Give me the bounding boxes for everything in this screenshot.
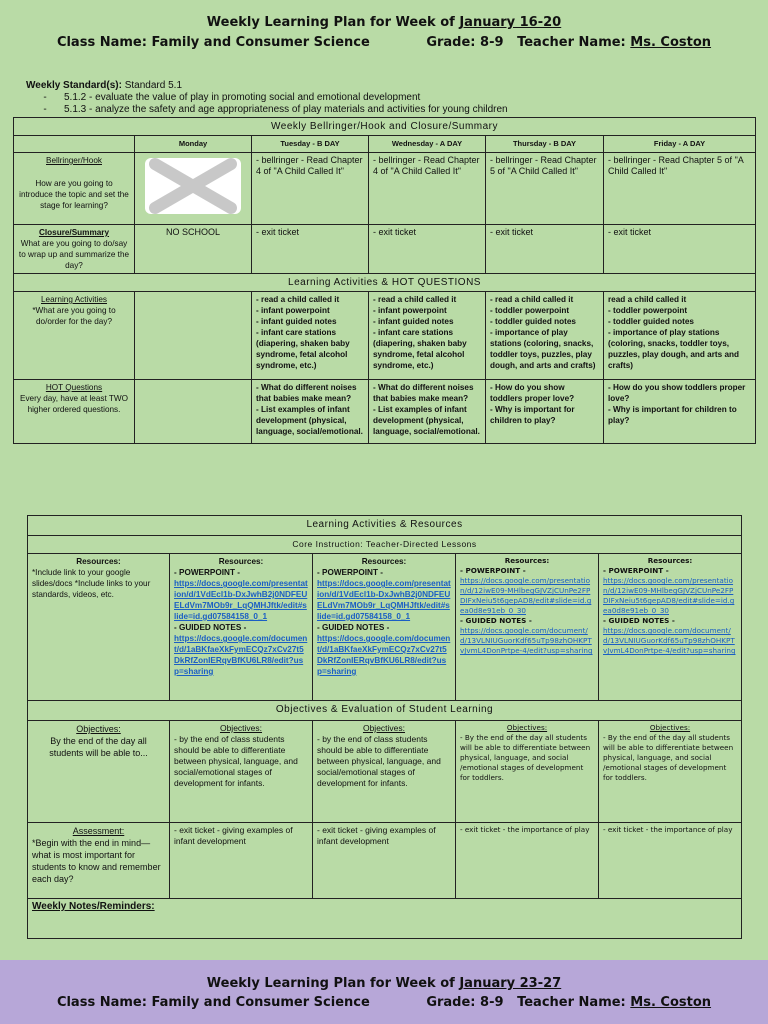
bellringer-cell: - bellringer - Read Chapter 5 of "A Child Called It" bbox=[486, 153, 604, 225]
assessment-title: Assessment: bbox=[72, 826, 125, 836]
activity-item: - infant care stations (diapering, shaken baby syndrome, fetal alcohol syndrome, etc.) bbox=[256, 328, 350, 370]
objective-text: - By the end of the day all students will be able to differentiate between physical, language, and social /emotional stages of development for toddlers. bbox=[603, 733, 734, 782]
guided-notes-label: - GUIDED NOTES - bbox=[460, 616, 532, 625]
activities-title: Learning Activities bbox=[41, 295, 107, 304]
no-school-cell: NO SCHOOL bbox=[135, 225, 252, 274]
resources-header: Resources: bbox=[218, 557, 264, 566]
activity-item: - toddler guided notes bbox=[608, 317, 694, 326]
guided-notes-link[interactable]: https://docs.google.com/document/d/1aBKfaeXkFymECQz7xCv27t5DkRfZonIERqvBfKU6LR8/edit?usp=sharing bbox=[317, 634, 451, 676]
resources-header: Resources: bbox=[647, 556, 693, 565]
day-header: Monday bbox=[135, 136, 252, 153]
bellringer-desc: How are you going to introduce the topic and set the stage for learning? bbox=[19, 179, 129, 210]
guided-notes-link[interactable]: https://docs.google.com/document/d/13VLNIUGuorKdf65uTp98zhOHKPTvJvmL4DonPrtpe-4/edit?usp=sharing bbox=[603, 626, 736, 655]
resources-cell bbox=[313, 554, 456, 701]
week2-class-info bbox=[0, 993, 768, 1013]
week-dates: January 16-20 bbox=[459, 15, 562, 30]
guided-notes-label: - GUIDED NOTES - bbox=[174, 623, 247, 632]
objectives-desc: By the end of the day all students will be able to... bbox=[49, 736, 148, 758]
objectives-cell bbox=[313, 721, 456, 823]
bellringer-label bbox=[14, 153, 135, 225]
closure-title: Closure/Summary bbox=[38, 228, 110, 237]
band-resources: Learning Activities & Resources bbox=[28, 516, 742, 536]
activity-item: - read a child called it bbox=[256, 295, 340, 304]
resources-desc: *Include link to your google slides/docs *Include links to your standards, videos, etc. bbox=[32, 568, 151, 599]
activities-desc: *What are you going to do/order for the day? bbox=[32, 306, 116, 326]
resources-cell bbox=[599, 554, 742, 701]
bellringer-cell: - bellringer - Read Chapter 5 of "A Child Called It" bbox=[604, 153, 756, 225]
hot-cell bbox=[252, 380, 369, 444]
assessment-cell: - exit ticket - giving examples of infant development bbox=[170, 823, 313, 899]
powerpoint-label: - POWERPOINT - bbox=[460, 566, 526, 575]
week2-title bbox=[0, 974, 768, 994]
standard-item-text: 5.1.2 - evaluate the value of play in promoting social and emotional development bbox=[64, 92, 421, 103]
standards-label: Weekly Standard(s): bbox=[26, 80, 122, 91]
assessment-desc: *Begin with the end in mind—what is most important for students to know and remember each day? bbox=[32, 838, 161, 884]
bellringer-title: Bellringer/Hook bbox=[46, 156, 102, 165]
activity-item: - toddler powerpoint bbox=[490, 306, 570, 315]
objectives-header: Objectives: bbox=[506, 723, 548, 732]
objective-text: - By the end of the day all students will be able to differentiate between physical, language, and social /emotional stages of development for toddlers. bbox=[460, 733, 591, 782]
activity-item: - infant care stations (diapering, shaken baby syndrome, fetal alcohol syndrome, etc.) bbox=[373, 328, 467, 370]
week2-class-name: Class Name: Family and Consumer Science bbox=[56, 995, 370, 1010]
resources-objectives-table bbox=[27, 515, 742, 939]
week2-title-prefix: Weekly Learning Plan for Week of bbox=[206, 976, 455, 991]
objectives-cell bbox=[456, 721, 599, 823]
guided-notes-link[interactable]: https://docs.google.com/document/d/1aBKfaeXkFymECQz7xCv27t5DkRfZonIERqvBfKU6LR8/edit?usp=sharing bbox=[174, 634, 308, 676]
activity-item: - infant powerpoint bbox=[373, 306, 447, 315]
objectives-header: Objectives: bbox=[649, 723, 691, 732]
objectives-cell bbox=[170, 721, 313, 823]
activity-item: - infant powerpoint bbox=[256, 306, 330, 315]
powerpoint-link[interactable]: https://docs.google.com/presentation/d/1VdEcl1b-DxJwhB2j0NDFEUELdVm7MOb9r_LqQMHJftk/edit#slide=id.gd07584158_0_1 bbox=[317, 579, 451, 621]
activities-cell bbox=[486, 292, 604, 380]
objectives-title: Objectives: bbox=[76, 724, 121, 734]
activity-item: - importance of play stations (coloring, snacks, toddler toys, puzzles, play dough, and arts and crafts) bbox=[490, 328, 596, 370]
objective-text: - by the end of class students should be able to differentiate between physical, language, and social/emotional stages of development for infants. bbox=[174, 734, 298, 788]
objectives-header: Objectives: bbox=[219, 723, 263, 733]
guided-notes-link[interactable]: https://docs.google.com/document/d/13VLNIUGuorKdf65uTp98zhOHKPTvJvmL4DonPrtpe-4/edit?usp=sharing bbox=[460, 626, 593, 655]
hot-label bbox=[14, 380, 135, 444]
powerpoint-label: - POWERPOINT - bbox=[603, 566, 669, 575]
hot-cell bbox=[486, 380, 604, 444]
activities-cell bbox=[369, 292, 486, 380]
resources-cell bbox=[170, 554, 313, 701]
guided-notes-label: - GUIDED NOTES - bbox=[603, 616, 675, 625]
powerpoint-link[interactable]: https://docs.google.com/presentation/d/12iwE09-MHlbegGJVZjCUnPe2FPDIFxNeiu5t6gepAD8/edit#slide=id.gea0d8e91eb_0_30 bbox=[603, 576, 735, 615]
day-header: Tuesday - B DAY bbox=[252, 136, 369, 153]
hot-cell bbox=[604, 380, 756, 444]
assessment-cell: - exit ticket - giving examples of infant development bbox=[313, 823, 456, 899]
activity-item: - infant guided notes bbox=[256, 317, 337, 326]
assessment-cell: - exit ticket - the importance of play bbox=[599, 823, 742, 899]
band-bellringer: Weekly Bellringer/Hook and Closure/Summary bbox=[14, 118, 756, 136]
activities-label bbox=[14, 292, 135, 380]
powerpoint-label: - POWERPOINT - bbox=[317, 568, 383, 577]
closure-cell: - exit ticket bbox=[486, 225, 604, 274]
hot-item: - Why is important for children to play? bbox=[608, 405, 737, 425]
day-header: Wednesday - A DAY bbox=[369, 136, 486, 153]
grade: Grade: 8-9 bbox=[426, 35, 504, 50]
standard-item: - 5.1.2 - evaluate the value of play in promoting social and emotional development bbox=[43, 92, 421, 103]
activity-item: - toddler guided notes bbox=[490, 317, 576, 326]
powerpoint-link[interactable]: https://docs.google.com/presentation/d/1VdEcl1b-DxJwhB2j0NDFEUELdVm7MOb9r_LqQMHJftk/edit#slide=id.gd07584158_0_1 bbox=[174, 579, 308, 621]
x-mark-icon bbox=[143, 156, 243, 216]
guided-notes-label: - GUIDED NOTES - bbox=[317, 623, 390, 632]
week-title bbox=[0, 13, 768, 33]
closure-label bbox=[14, 225, 135, 274]
band-objectives: Objectives & Evaluation of Student Learning bbox=[28, 701, 742, 721]
activities-cell bbox=[252, 292, 369, 380]
week-title-prefix: Weekly Learning Plan for Week of bbox=[206, 15, 455, 30]
band-activities: Learning Activities & HOT QUESTIONS bbox=[14, 274, 756, 292]
activity-item: - toddler powerpoint bbox=[608, 306, 688, 315]
resources-header: Resources: bbox=[504, 556, 550, 565]
powerpoint-label: - POWERPOINT - bbox=[174, 568, 240, 577]
hot-title: HOT Questions bbox=[45, 383, 103, 392]
standards-main: Standard 5.1 bbox=[124, 80, 182, 91]
corner-cell bbox=[14, 136, 135, 153]
hot-cell bbox=[369, 380, 486, 444]
objectives-label bbox=[28, 721, 170, 823]
resources-cell bbox=[456, 554, 599, 701]
bellringer-cell: - bellringer - Read Chapter 4 of "A Child Called It" bbox=[252, 153, 369, 225]
assessment-cell: - exit ticket - the importance of play bbox=[456, 823, 599, 899]
weekly-standards bbox=[26, 80, 508, 116]
activity-item: - importance of play stations (coloring, snacks, toddler toys, puzzles, play dough, and arts and crafts) bbox=[608, 328, 740, 370]
hot-item: - What do different noises that babies make mean? bbox=[256, 383, 357, 403]
hot-item: - List examples of infant development (physical, language, social/emotional. bbox=[373, 405, 480, 436]
hot-monday bbox=[135, 380, 252, 444]
activities-cell bbox=[604, 292, 756, 380]
week2-dates: January 23-27 bbox=[459, 976, 562, 991]
week2-teacher-name: Ms. Coston bbox=[630, 995, 712, 1010]
hot-item: - What do different noises that babies make mean? bbox=[373, 383, 474, 403]
activity-item: read a child called it bbox=[608, 295, 687, 304]
activity-item: - infant guided notes bbox=[373, 317, 454, 326]
hot-item: - Why is important for children to play? bbox=[490, 405, 575, 425]
week2-teacher-label: Teacher Name: bbox=[517, 995, 626, 1010]
activity-item: - read a child called it bbox=[490, 295, 574, 304]
closure-cell: - exit ticket bbox=[604, 225, 756, 274]
bellringer-activities-table bbox=[13, 117, 756, 444]
closure-cell: - exit ticket bbox=[369, 225, 486, 274]
closure-desc: What are you going to do/say to wrap up and summarize the day? bbox=[18, 239, 130, 270]
hot-item: - How do you show toddlers proper love? bbox=[608, 383, 746, 403]
monday-no-class bbox=[135, 153, 252, 225]
resources-title: Resources: bbox=[76, 557, 121, 566]
hot-desc: Every day, have at least TWO higher ordered questions. bbox=[20, 394, 128, 414]
weekly-notes: Weekly Notes/Reminders: bbox=[28, 899, 742, 939]
teacher-label: Teacher Name: bbox=[517, 35, 626, 50]
hot-item: - List examples of infant development (physical, language, social/emotional. bbox=[256, 405, 363, 436]
day-header: Thursday - B DAY bbox=[486, 136, 604, 153]
activity-item: - read a child called it bbox=[373, 295, 457, 304]
objectives-header: Objectives: bbox=[362, 723, 406, 733]
day-header: Friday - A DAY bbox=[604, 136, 756, 153]
week2-grade: Grade: 8-9 bbox=[426, 995, 504, 1010]
band-core: Core Instruction: Teacher-Directed Lessons bbox=[28, 536, 742, 554]
hot-item: - How do you show toddlers proper love? bbox=[490, 383, 575, 403]
bellringer-cell: - bellringer - Read Chapter 4 of "A Child Called It" bbox=[369, 153, 486, 225]
powerpoint-link[interactable]: https://docs.google.com/presentation/d/12iwE09-MHlbegGJVZjCUnPe2FPDIFxNeiu5t6gepAD8/edit#slide=id.gea0d8e91eb_0_30 bbox=[460, 576, 592, 615]
standard-item-text: 5.1.3 - analyze the safety and age appropriateness of play materials and activities for young children bbox=[64, 104, 508, 115]
activities-monday bbox=[135, 292, 252, 380]
teacher-name: Ms. Coston bbox=[630, 35, 712, 50]
objectives-cell bbox=[599, 721, 742, 823]
class-name: Class Name: Family and Consumer Science bbox=[56, 35, 370, 50]
resources-label bbox=[28, 554, 170, 701]
resources-header: Resources: bbox=[361, 557, 407, 566]
objective-text: - by the end of class students should be able to differentiate between physical, language, and social/emotional stages of development for infants. bbox=[317, 734, 441, 788]
assessment-label bbox=[28, 823, 170, 899]
class-info bbox=[0, 33, 768, 53]
standard-item: - 5.1.3 - analyze the safety and age appropriateness of play materials and activities for young children bbox=[43, 104, 508, 115]
closure-cell: - exit ticket bbox=[252, 225, 369, 274]
